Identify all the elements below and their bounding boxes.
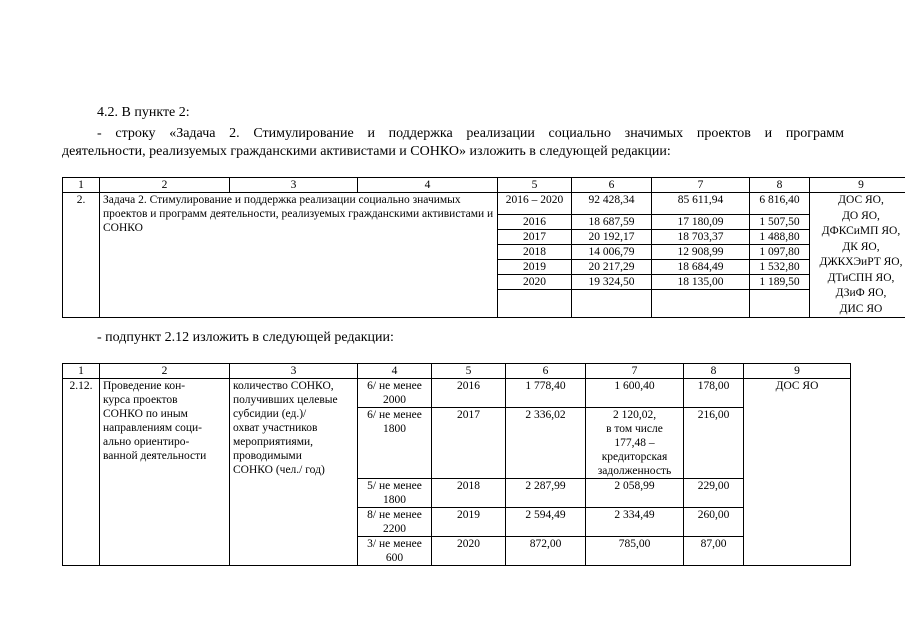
task-description: Задача 2. Стимулирование и поддержка реализации социально значимых проектов и программ деятельности, реализуемых гражданскими активистами и СОНКО: [100, 193, 498, 318]
regional-line: 2 120,02,: [612, 409, 657, 421]
regional-cell: 18 135,00: [652, 275, 750, 290]
executor: ДИС ЯО: [839, 302, 883, 315]
regional-cell: 17 180,09: [652, 215, 750, 230]
header-cell: 7: [586, 364, 684, 379]
target-cell: [358, 408, 432, 479]
year-cell: 2020: [432, 537, 506, 566]
federal-cell: 178,00: [684, 379, 744, 408]
total-cell: 19 324,50: [572, 275, 652, 290]
empty-cell: [498, 290, 572, 318]
header-cell: 8: [684, 364, 744, 379]
executor: ДЗиФ ЯО,: [835, 287, 887, 299]
target-cell: [358, 479, 432, 508]
federal-cell: 229,00: [684, 479, 744, 508]
target-cell: [358, 379, 432, 408]
total-cell: 2 287,99: [506, 479, 586, 508]
header-cell: 8: [750, 178, 810, 193]
federal-cell: 1 507,50: [750, 215, 810, 230]
total-cell: 20 192,17: [572, 230, 652, 245]
regional-cell: 18 684,49: [652, 260, 750, 275]
year-cell: 2017: [498, 230, 572, 245]
year-cell: 2016: [498, 215, 572, 230]
indicator-line: мероприятиями,: [233, 436, 314, 448]
regional-cell: 785,00: [586, 537, 684, 566]
header-cell: 4: [358, 178, 498, 193]
empty-cell: [572, 290, 652, 318]
indicator-line: проводимыми: [233, 450, 302, 462]
regional-cell: 12 908,99: [652, 245, 750, 260]
target-cell: [358, 508, 432, 537]
regional-cell: 1 600,40: [586, 379, 684, 408]
year-cell: 2019: [498, 260, 572, 275]
target-line: 3/ не менее: [367, 538, 422, 550]
header-cell: 7: [652, 178, 750, 193]
empty-cell: [750, 290, 810, 318]
target-line: 2200: [383, 523, 406, 535]
federal-cell: 1 189,50: [750, 275, 810, 290]
total-cell: 1 778,40: [506, 379, 586, 408]
target-line: 5/ не менее: [367, 480, 422, 492]
regional-cell: 18 703,37: [652, 230, 750, 245]
executor-cell: ДОС ЯО: [744, 379, 851, 566]
activity-line: курса проектов: [103, 394, 178, 406]
indicator-cell: [230, 379, 358, 566]
total-cell: 2 336,02: [506, 408, 586, 479]
regional-cell: 2 334,49: [586, 508, 684, 537]
indicator-line: субсидии (ед.)/: [233, 408, 307, 420]
federal-cell: 260,00: [684, 508, 744, 537]
federal-cell: 216,00: [684, 408, 744, 479]
federal-cell: 1 488,80: [750, 230, 810, 245]
header-cell: 2: [100, 178, 230, 193]
empty-cell: [652, 290, 750, 318]
year-cell: 2018: [432, 479, 506, 508]
regional-line: задолженность: [597, 465, 672, 477]
year-cell: 2020: [498, 275, 572, 290]
indicator-line: СОНКО (чел./ год): [233, 464, 325, 476]
executors-cell: [810, 193, 905, 318]
table-header-row: [63, 178, 905, 193]
federal-cell: 6 816,40: [750, 193, 810, 215]
year-cell: 2018: [498, 245, 572, 260]
activity-line: ванной деятельности: [103, 450, 207, 462]
table-header-row: [63, 364, 851, 379]
total-cell: 18 687,59: [572, 215, 652, 230]
target-line: 6/ не менее: [367, 409, 422, 421]
target-line: 2000: [383, 394, 406, 406]
federal-cell: 1 532,80: [750, 260, 810, 275]
header-cell: 3: [230, 364, 358, 379]
regional-cell: 85 611,94: [652, 193, 750, 215]
header-cell: 5: [498, 178, 572, 193]
executor: ДОС ЯО,: [838, 194, 884, 206]
activity-line: направлениям соци-: [103, 422, 202, 434]
indicator-line: количество СОНКО,: [233, 380, 334, 392]
target-line: 600: [385, 552, 404, 564]
total-cell: 872,00: [506, 537, 586, 566]
indicator-line: получивших целевые: [233, 394, 338, 406]
header-cell: 9: [744, 364, 851, 379]
target-line: 1800: [383, 494, 406, 506]
activity-cell: [100, 379, 230, 566]
header-cell: 4: [358, 364, 432, 379]
executor: ДТиСПН ЯО,: [827, 271, 895, 284]
executor: ДФКСиМП ЯО,: [821, 225, 901, 237]
header-cell: 1: [63, 364, 100, 379]
regional-cell: 2 058,99: [586, 479, 684, 508]
table-task2: [62, 177, 905, 318]
indicator-line: охват участников: [233, 422, 318, 434]
header-cell: 6: [506, 364, 586, 379]
total-cell: 2 594,49: [506, 508, 586, 537]
section-heading: 4.2. В пункте 2:: [97, 105, 190, 120]
row-number: 2.12.: [63, 379, 100, 566]
activity-line: СОНКО по иным: [103, 408, 188, 420]
year-cell: 2016 – 2020: [498, 193, 572, 215]
row-number: 2.: [63, 193, 100, 318]
intro-text-line1: - строку «Задача 2. Стимулирование и поддержка реализации социально значимых проектов и программ: [97, 126, 844, 141]
header-cell: 6: [572, 178, 652, 193]
target-line: 8/ не менее: [367, 509, 422, 521]
total-cell: 20 217,29: [572, 260, 652, 275]
target-cell: [358, 537, 432, 566]
target-line: 6/ не менее: [367, 380, 422, 392]
header-cell: 3: [230, 178, 358, 193]
header-cell: 2: [100, 364, 230, 379]
activity-line: ально ориентиро-: [103, 436, 190, 448]
year-cell: 2017: [432, 408, 506, 479]
year-cell: 2016: [432, 379, 506, 408]
regional-line: в том числе: [606, 423, 663, 435]
header-cell: 1: [63, 178, 100, 193]
table-subitem-2-12: [62, 363, 851, 566]
total-cell: 92 428,34: [572, 193, 652, 215]
executor: ДК ЯО,: [842, 240, 880, 253]
regional-line: 177,48 –: [614, 437, 655, 449]
activity-line: Проведение кон-: [103, 380, 186, 392]
executor: ДО ЯО,: [842, 209, 880, 222]
year-cell: 2019: [432, 508, 506, 537]
subsection-intro: - подпункт 2.12 изложить в следующей редакции:: [97, 330, 394, 345]
header-cell: 9: [810, 178, 905, 193]
regional-line: кредиторская: [601, 451, 668, 463]
total-cell: 14 006,79: [572, 245, 652, 260]
header-cell: 5: [432, 364, 506, 379]
regional-cell: [586, 408, 684, 479]
federal-cell: 1 097,80: [750, 245, 810, 260]
intro-text-line2: деятельности, реализуемых гражданскими активистами и СОНКО» изложить в следующей редакции:: [62, 144, 671, 159]
executor: ДЖКХЭиРТ ЯО,: [819, 256, 903, 268]
target-line: 1800: [383, 423, 406, 435]
federal-cell: 87,00: [684, 537, 744, 566]
